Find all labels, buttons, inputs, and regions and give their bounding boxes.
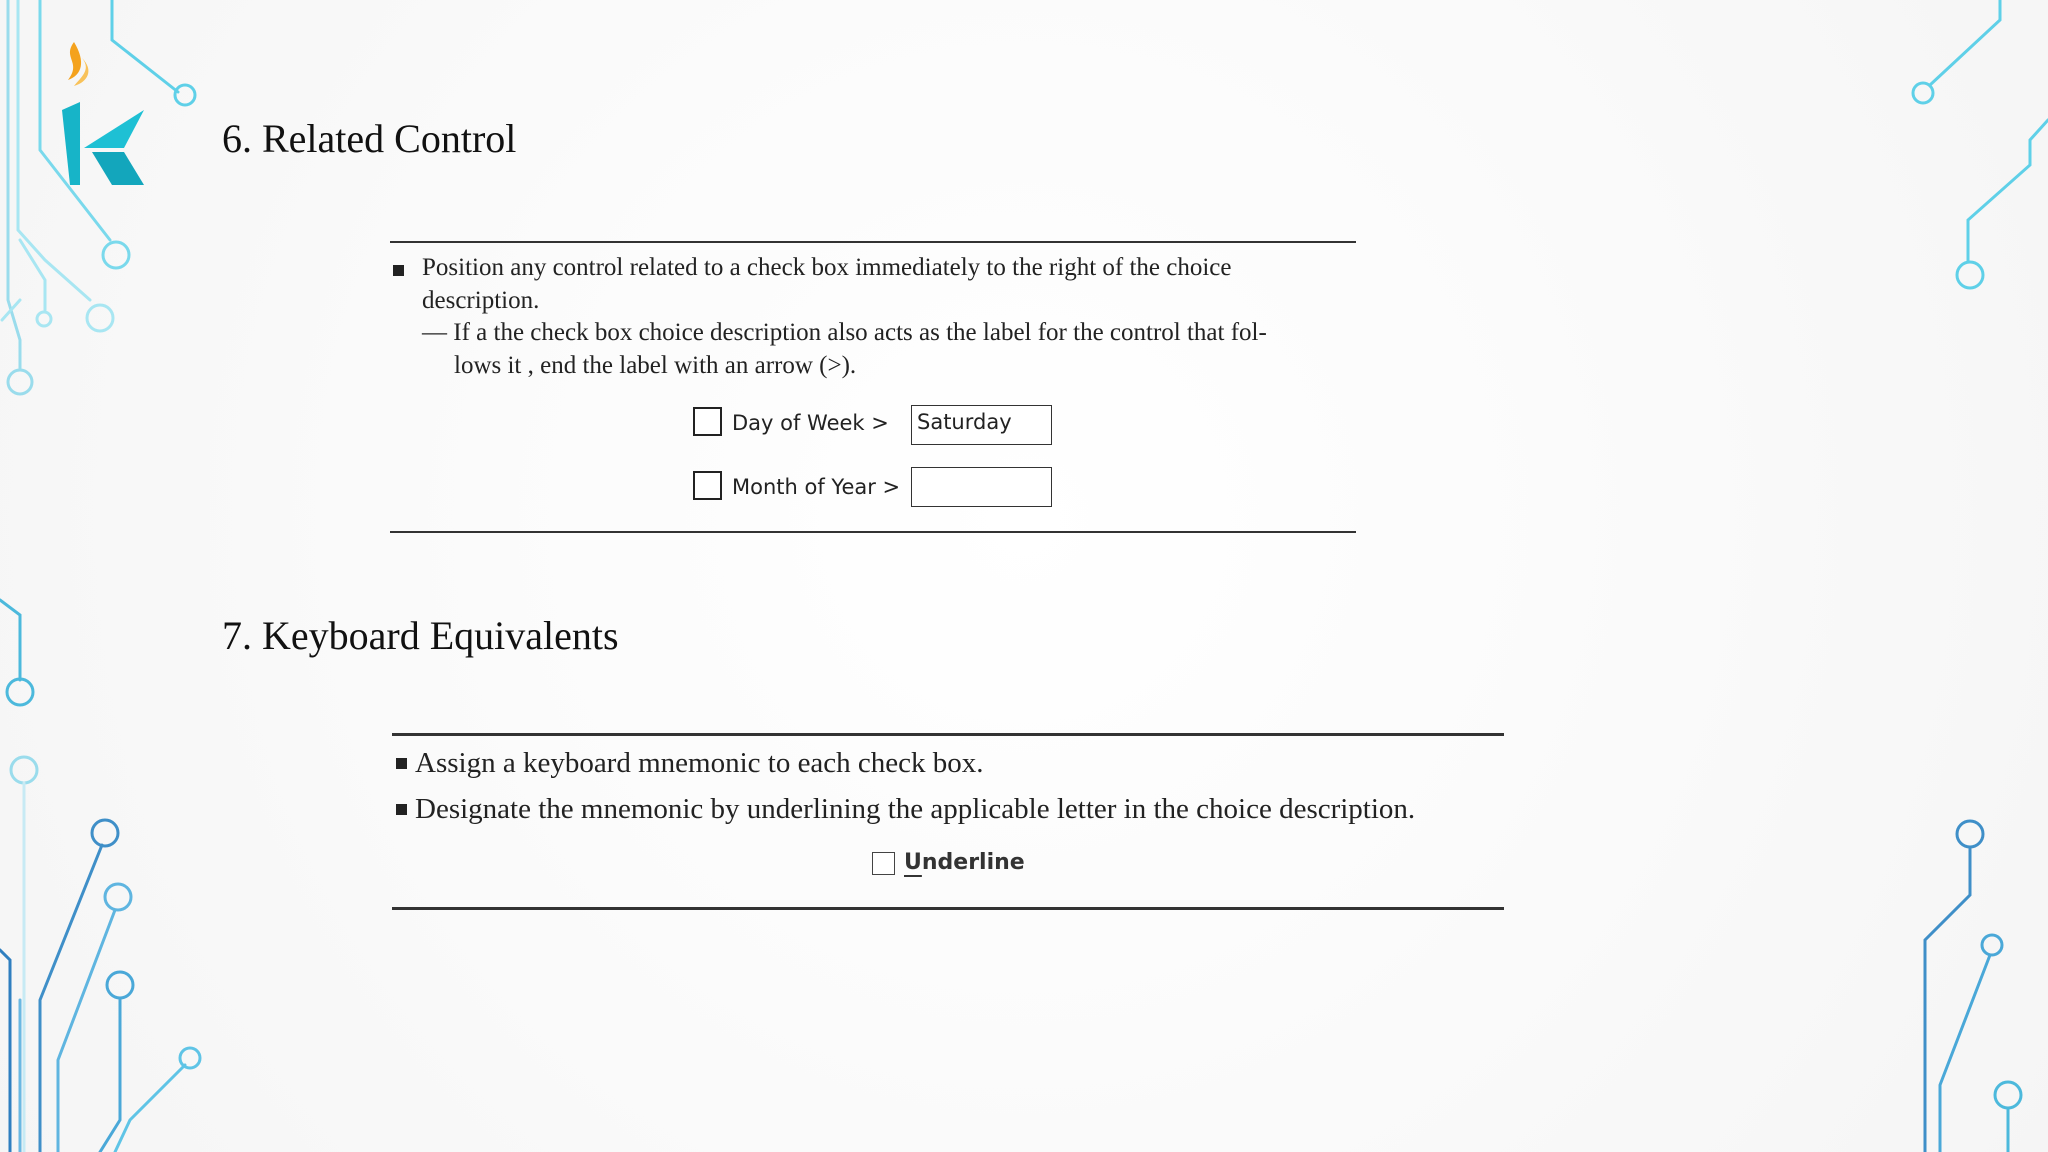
guideline-text-line: Designate the mnemonic by underlining the applicable letter in the choice description.	[415, 793, 1416, 825]
underline-checkbox[interactable]	[872, 852, 895, 875]
day-of-week-label: Day of Week >	[732, 411, 889, 435]
bullet-marker	[393, 265, 404, 276]
underline-example-label	[904, 850, 1025, 875]
sub-guideline-text-line: lows it , end the label with an arrow (>).	[454, 352, 857, 379]
day-of-week-field[interactable]: Saturday	[911, 405, 1052, 445]
month-of-year-field[interactable]	[911, 467, 1052, 507]
month-of-year-label: Month of Year >	[732, 475, 901, 499]
section-heading-keyboard-equivalents: 7. Keyboard Equivalents	[222, 613, 619, 658]
related-control-guideline-box	[390, 241, 1356, 533]
mnemonic-letter: U	[904, 850, 922, 875]
bullet-marker	[396, 758, 407, 769]
keyboard-equivalents-guideline-box	[392, 733, 1504, 910]
sub-guideline-text-line: — If a the check box choice description also acts as the label for the control that fol-	[422, 319, 1267, 346]
guideline-text-line: Assign a keyboard mnemonic to each check box.	[415, 747, 984, 779]
month-of-year-checkbox[interactable]	[693, 471, 722, 500]
guideline-text-line: Position any control related to a check box immediately to the right of the choice	[422, 254, 1232, 281]
label-rest: nderline	[921, 850, 1025, 875]
bullet-marker	[396, 804, 407, 815]
k-flame-logo	[52, 40, 152, 190]
section-heading-related-control: 6. Related Control	[222, 116, 517, 161]
day-of-week-checkbox[interactable]	[693, 407, 722, 436]
guideline-text-line: description.	[422, 287, 540, 314]
